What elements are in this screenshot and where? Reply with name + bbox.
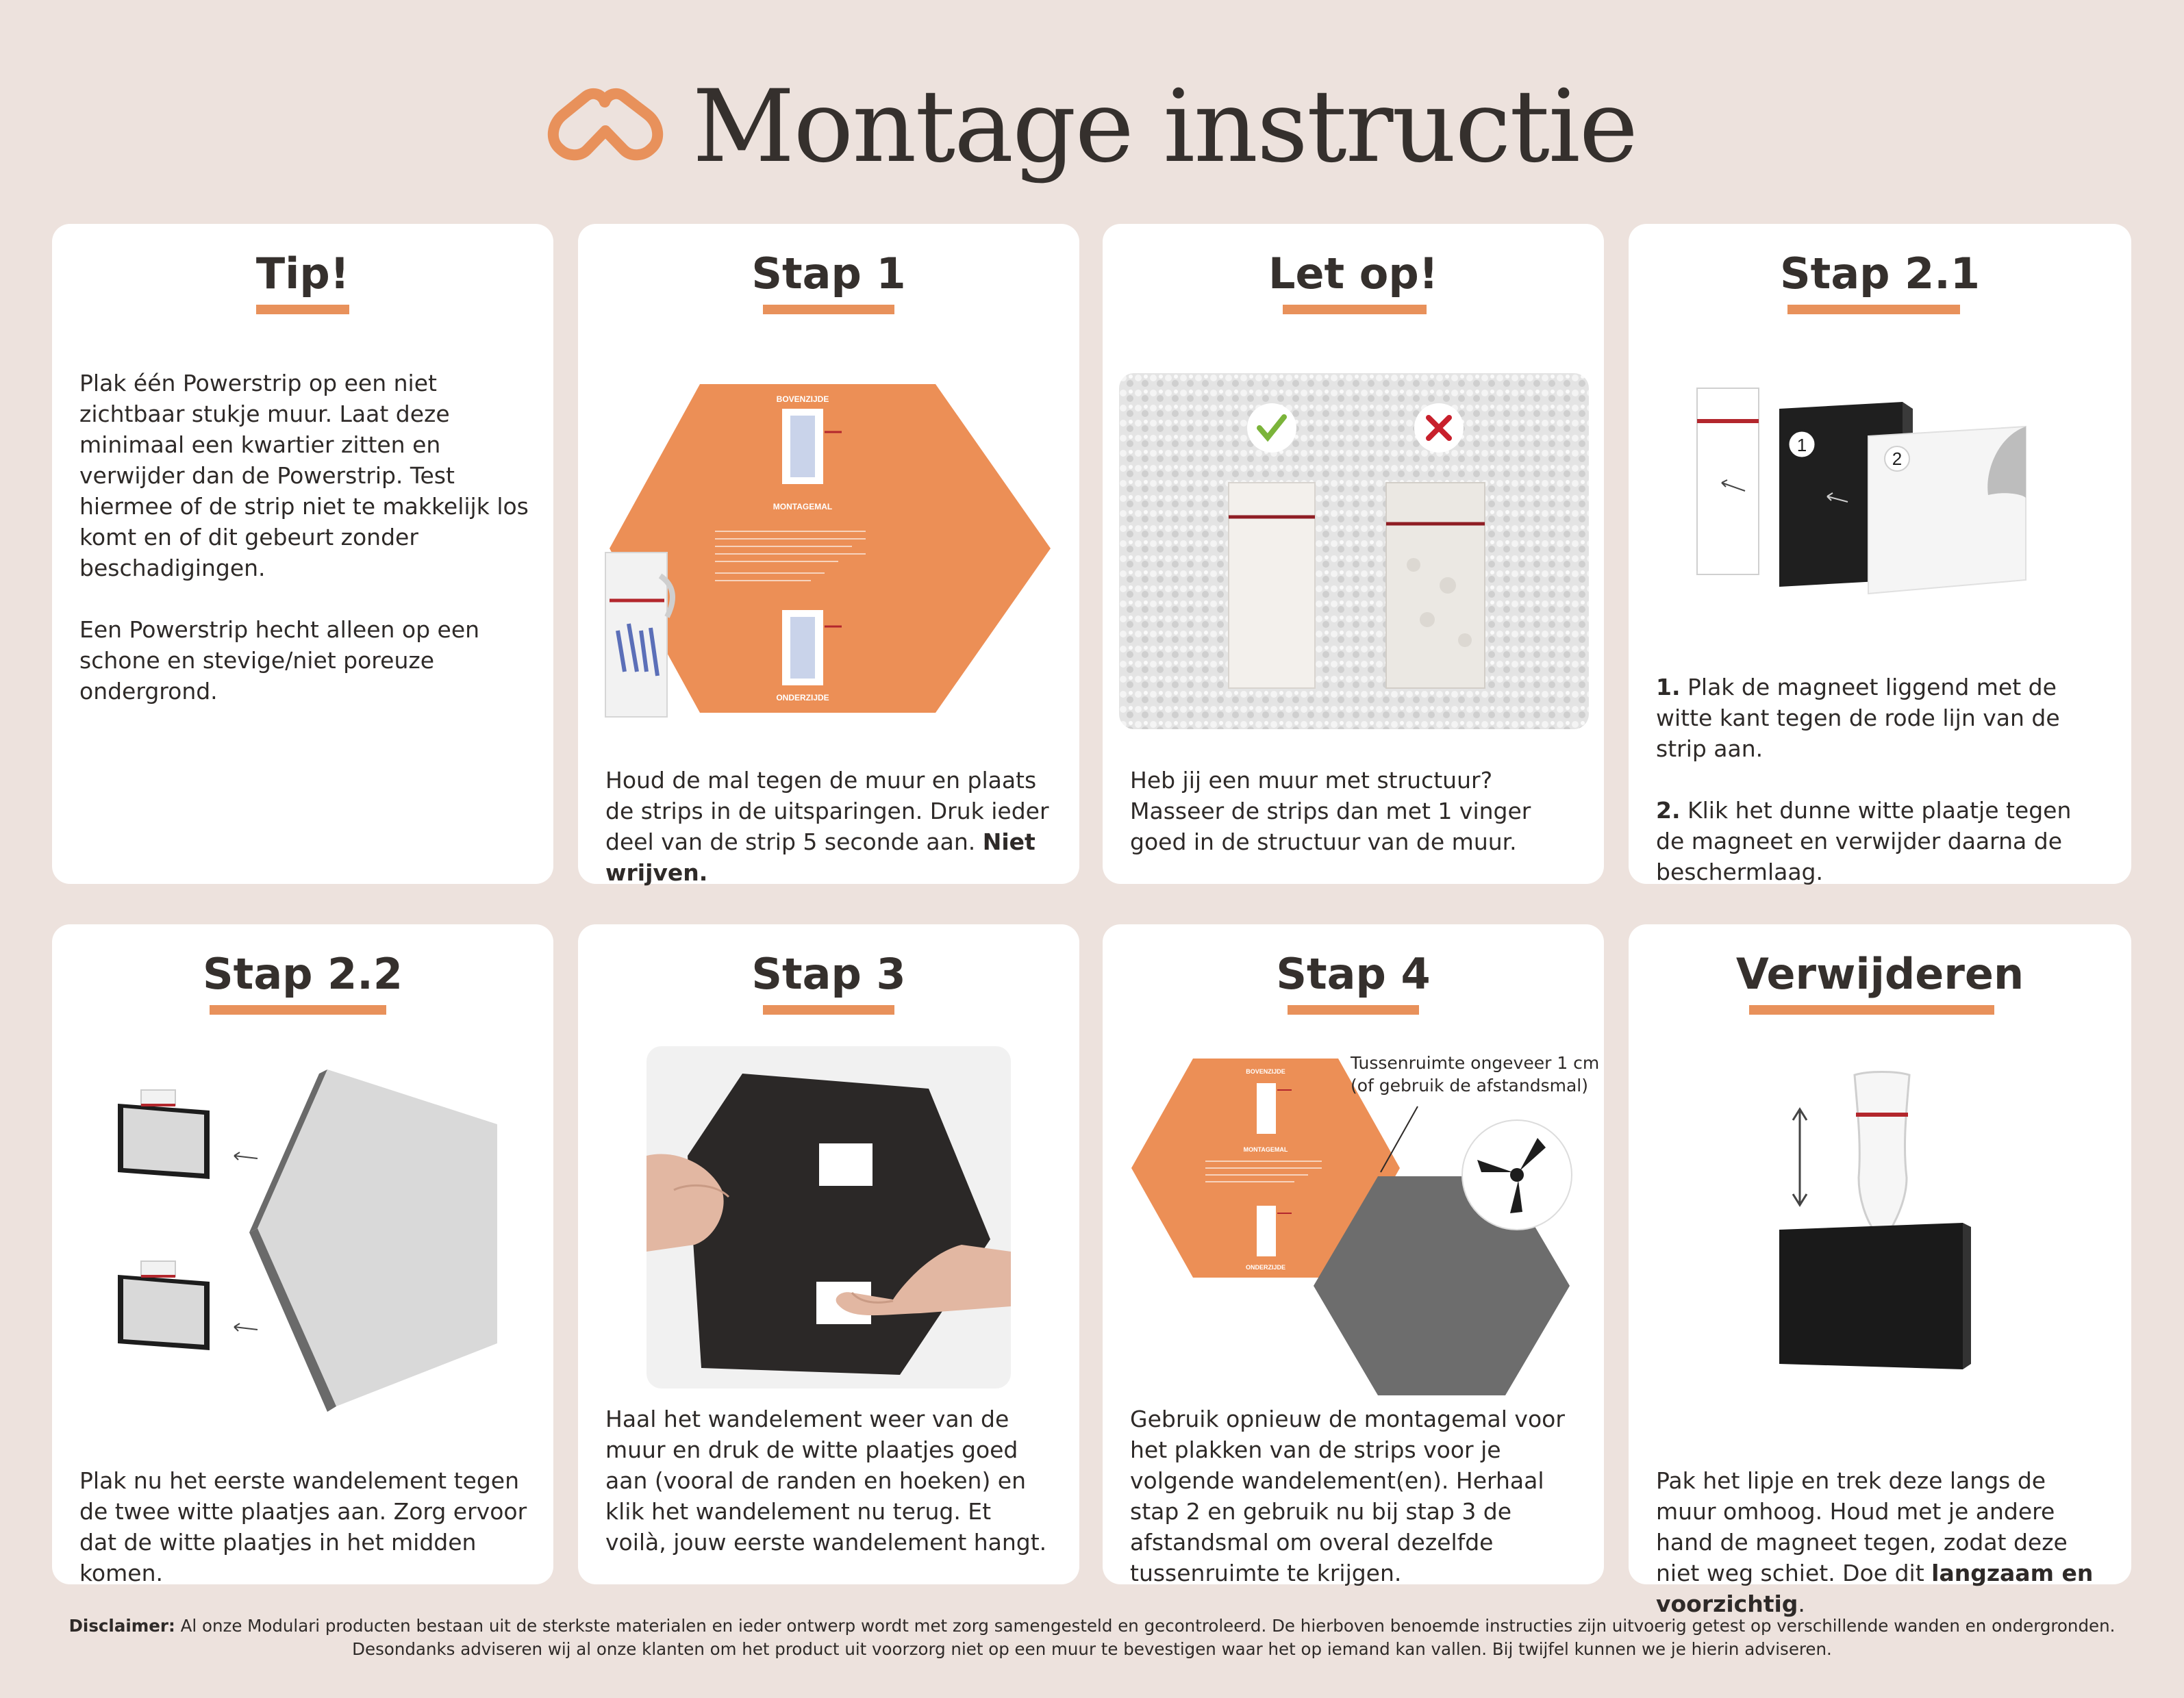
- card-verwijderen: [1629, 924, 2131, 1617]
- card-stap-2-2: [52, 924, 553, 1584]
- item-text: Klik het dunne witte plaatje tegen de magneet en verwijder daarna de beschermlaag.: [1656, 797, 2072, 885]
- card-text: [1656, 1465, 2107, 1619]
- card-text: Gebruik opnieuw de montagemal voor het plakken van de strips voor je volgende wandelement(en). Herhaal stap 2 en gebruik nu bij stap 3 de afstandsmal om overal dezelfde tussenruimte te krijgen.: [1130, 1406, 1565, 1586]
- title-underline: [210, 1005, 386, 1015]
- template-bottom-label: ONDERZIJDE: [776, 693, 829, 702]
- spacing-illustration: [1130, 1059, 1582, 1401]
- card-title: Stap 1: [751, 249, 906, 299]
- magnet-illustration: [1697, 388, 2067, 607]
- tip-paragraph-2: Een Powerstrip hecht alleen op een schone en stevige/niet poreuze ondergrond.: [79, 616, 480, 705]
- card-title: Stap 2.1: [1780, 249, 1980, 299]
- disclaimer: [41, 1614, 2143, 1661]
- template-top-label: BOVENZIJDE: [1246, 1068, 1285, 1075]
- spacing-annotation: [1351, 1052, 1599, 1097]
- title-underline: [1749, 1005, 1994, 1015]
- template-bottom-label: ONDERZIJDE: [1245, 1264, 1286, 1271]
- card-title: Let op!: [1268, 249, 1439, 299]
- card-title: Stap 3: [751, 949, 906, 999]
- card-title: Tip!: [255, 249, 350, 299]
- card-text: [605, 765, 1055, 888]
- title-underline: [1288, 1005, 1419, 1015]
- badge-2: 2: [1892, 448, 1903, 469]
- page-header: [0, 62, 2184, 192]
- card-let-op: [1103, 224, 1604, 884]
- card-stap-3: [578, 924, 1079, 1584]
- card-tip: [52, 224, 553, 884]
- item-number: 2.: [1656, 797, 1681, 824]
- template-top-label: BOVENZIJDE: [776, 394, 829, 404]
- page-title: Montage instructie: [692, 68, 1637, 185]
- title-underline: [763, 1005, 894, 1015]
- montagemal-illustration: [605, 384, 1057, 726]
- card-title: Verwijderen: [1735, 949, 2024, 999]
- card-stap-4: [1103, 924, 1604, 1584]
- card-text: Haal het wandelement weer van de muur en druk de witte plaatjes goed aan (vooral de randen en hoeken) en klik het wandelement nu terug. Et voilà, jouw eerste wandelement hangt.: [605, 1406, 1047, 1556]
- stap1-text: Houd de mal tegen de muur en plaats de strips in de uitsparingen. Druk ieder deel van de strip 5 seconde aan.: [605, 767, 1049, 855]
- wall-element-illustration: [114, 1069, 497, 1412]
- disclaimer-line-1: [41, 1614, 2143, 1638]
- verwijderen-end: .: [1798, 1591, 1805, 1617]
- title-underline: [256, 305, 349, 314]
- card-text: [1656, 672, 2107, 887]
- item-number: 1.: [1656, 674, 1681, 700]
- card-text: Plak nu het eerste wandelement tegen de twee witte plaatjes aan. Zorg ervoor dat de witte plaatjes in het midden komen.: [79, 1467, 527, 1586]
- card-title: Stap 4: [1276, 949, 1431, 999]
- modulari-logo-icon: [547, 86, 664, 168]
- title-underline: [1787, 305, 1960, 314]
- verwijderen-text: Pak het lipje en trek deze langs de muur omhoog. Houd met je andere hand de magneet tegen, zodat deze niet weg schiet. Doe dit: [1656, 1467, 2068, 1586]
- annotation-line-1: Tussenruimte ongeveer 1 cm: [1351, 1053, 1600, 1073]
- verwijderen-bold-text: langzaam en voorzichtig: [1656, 1560, 2094, 1617]
- stap1-bold-text: Niet wrijven.: [605, 828, 1035, 886]
- title-underline: [1283, 305, 1427, 314]
- stap21-item-2: [1656, 795, 2107, 887]
- wall-texture-photo: [1119, 373, 1589, 729]
- disclaimer-text-1: Al onze Modulari producten bestaan uit de sterkste materialen en ieder ontwerp wordt met zorg samengesteld en gecontroleerd. De hierboven benoemde instructies zijn uitvoerig getest op verschillende wanden en ondergronden.: [180, 1616, 2116, 1636]
- annotation-line-2: (of gebruik de afstandsmal): [1351, 1076, 1588, 1095]
- card-text: Heb jij een muur met structuur? Masseer de strips dan met 1 vinger goed in de structuur van de muur.: [1130, 767, 1531, 855]
- card-stap-1: [578, 224, 1079, 884]
- badge-1: 1: [1796, 435, 1807, 455]
- disclaimer-text-2: Desondanks adviseren wij al onze klanten om het product uit voorzorg niet op een muur te bevestigen waar het op iemand kan vallen. Bij twijfel kunnen we je hierin adviseren.: [352, 1639, 1832, 1659]
- card-title: Stap 2.2: [203, 949, 403, 999]
- hand-press-photo: [647, 1046, 1011, 1389]
- disclaimer-label: Disclaimer:: [68, 1616, 175, 1636]
- title-underline: [763, 305, 894, 314]
- card-text: [79, 368, 529, 707]
- card-stap-2-1: [1629, 224, 2131, 884]
- template-mid-label: MONTAGEMAL: [1243, 1146, 1288, 1153]
- stap21-item-1: [1656, 672, 2107, 764]
- template-mid-label: MONTAGEMAL: [773, 502, 833, 511]
- tip-paragraph-1: Plak één Powerstrip op een niet zichtbaar stukje muur. Laat deze minimaal een kwartier zitten en verwijder dan de Powerstrip. Test hiermee of de strip niet te makkelijk los komt en of dit gebeurt zonder beschadigingen.: [79, 370, 529, 581]
- item-text: Plak de magneet liggend met de witte kant tegen de rode lijn van de strip aan.: [1656, 674, 2060, 762]
- removal-illustration: [1779, 1068, 1985, 1397]
